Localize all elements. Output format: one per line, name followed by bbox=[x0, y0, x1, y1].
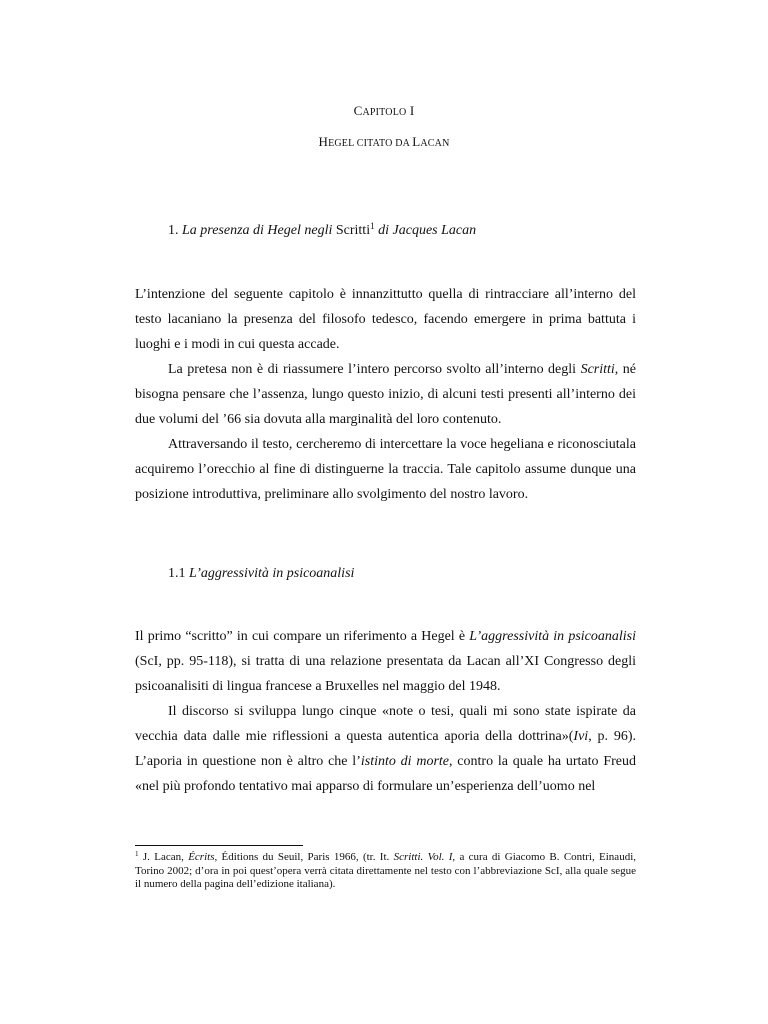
chapter-number: CAPITOLO I bbox=[353, 103, 415, 118]
paragraph: Il discorso si sviluppa lungo cinque «note o tesi, quali mi sono state ispirate da vecchia data dalle mie riflessioni a questa autentica aporia della dottrina»(Ivi, p. 96). L’aporia in questione non è altro che l’istinto di morte, contro la quale ha urtato Freud «nel più profondo tentativo mai apparso di formulare un’esperienza dell’uomo nel bbox=[135, 704, 637, 794]
chapter-title: HEGEL CITATO DA LACAN bbox=[318, 134, 450, 149]
paragraph: Attraversando il testo, cercheremo di intercettare la voce hegeliana e riconosciutala acquiremo l’orecchio al fine di distinguerne la traccia. Tale capitolo assume dunque una posizione introduttiva, preliminare allo svolgimento del nostro lavoro. bbox=[135, 437, 636, 502]
footnote-separator bbox=[135, 845, 303, 846]
section-heading-1-1: 1.1 L’aggressività in psicoanalisi bbox=[168, 566, 355, 581]
footnote-reference: 1 bbox=[370, 221, 375, 231]
section-heading-1: 1. La presenza di Hegel negli Scritti$^1$ di Jacques Lacan bbox=[168, 221, 477, 238]
paragraph: Il primo “scritto” in cui compare un riferimento a Hegel è L’aggressività in psicoanalisi (ScI, pp. 95-118), si tratta di una relazione presentata da Lacan all’XI Congresso degli psicoanalisiti di lingua francese a Bruxelles nel maggio del 1948. bbox=[135, 629, 636, 694]
footnote: $^1$ J. Lacan, Écrits, Éditions du Seuil, Paris 1966, (tr. It. Scritti. Vol. I, a cura di Giacomo B. Contri, Einaudi, Torino 2002; d’ora in poi quest’opera verrà citata direttamente nel testo con l’abbreviazione ScI, alla quale segue il numero della pagina dell’edizione italiana). bbox=[135, 850, 636, 890]
paragraph: La pretesa non è di riassumere l’intero percorso svolto all’interno degli Scritti, né bisogna pensare che l’assenza, lungo questo inizio, di alcuni testi presenti all’interno dei due volumi del ’66 sia dovuta alla marginalità del loro contenuto. bbox=[135, 362, 637, 427]
paragraph: L’intenzione del seguente capitolo è innanzittutto quella di rintracciare all’interno del testo lacaniano la presenza del filosofo tedesco, facendo emergere in prima battuta i luoghi e i modi in cui questa accade. bbox=[135, 287, 636, 352]
